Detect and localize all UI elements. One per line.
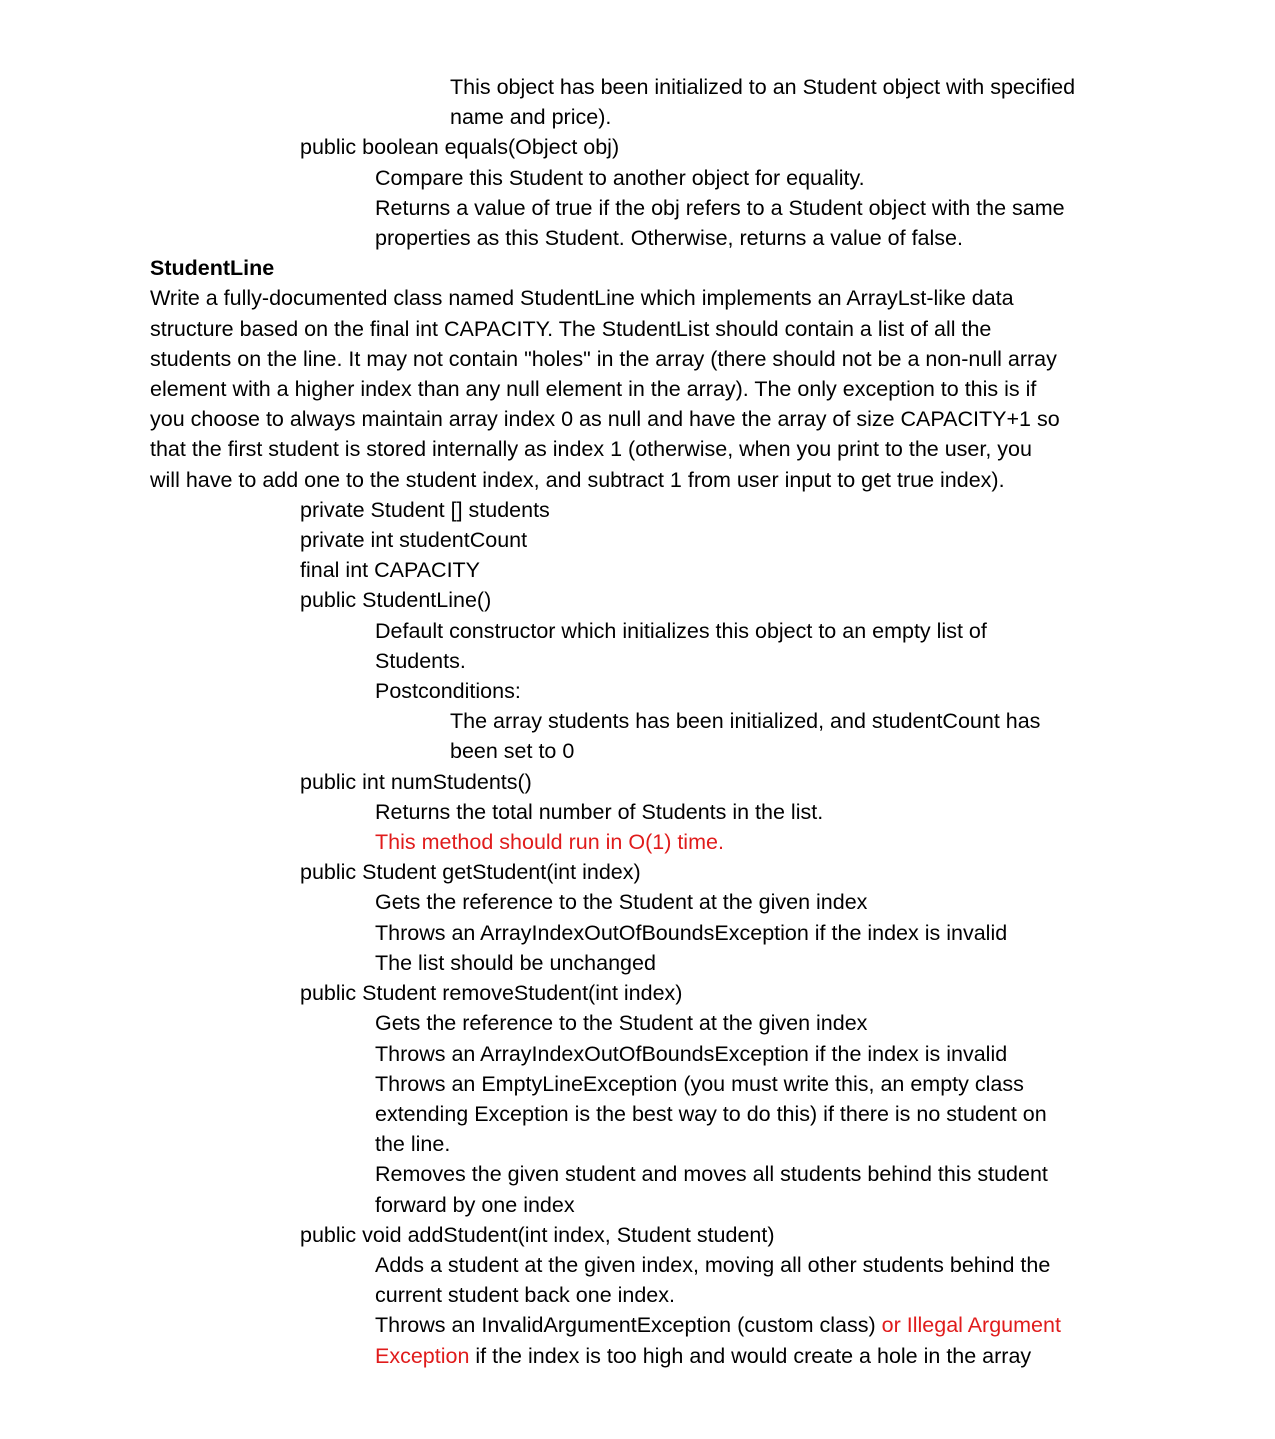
constructor-desc-line: Default constructor which initializes this object to an empty list of bbox=[375, 618, 987, 643]
postcondition-line: The array students has been initialized, and studentCount has bbox=[450, 709, 1041, 734]
constructor-signature: public StudentLine() bbox=[300, 588, 492, 613]
intro-line: element with a higher index than any null element in the array). The only exception to this is if bbox=[150, 377, 1037, 402]
get-student-desc-line: Throws an ArrayIndexOutOfBoundsException if the index is invalid bbox=[375, 920, 1008, 945]
num-students-signature: public int numStudents() bbox=[300, 769, 532, 794]
field-declaration: private int studentCount bbox=[300, 528, 528, 553]
equals-signature: public boolean equals(Object obj) bbox=[300, 135, 620, 160]
remove-student-desc-line: Throws an ArrayIndexOutOfBoundsException if the index is invalid bbox=[375, 1041, 1008, 1066]
intro-line: students on the line. It may not contain "holes" in the array (there should not be a non-null array bbox=[150, 346, 1057, 371]
intro-line: you choose to always maintain array index 0 as null and have the array of size CAPACITY+1 so bbox=[150, 407, 1060, 432]
field-declaration: final int CAPACITY bbox=[300, 558, 481, 583]
remove-student-desc-line: Throws an EmptyLineException (you must write this, an empty class bbox=[375, 1071, 1024, 1096]
remove-student-desc-line: Removes the given student and moves all students behind this student bbox=[375, 1162, 1048, 1187]
field-declaration: private Student [] students bbox=[300, 497, 550, 522]
postcondition-line: This object has been initialized to an Student object with specified bbox=[450, 75, 1076, 99]
postconditions-label: Postconditions: bbox=[375, 679, 521, 704]
equals-desc-line: Returns a value of true if the obj refers to a Student object with the same bbox=[375, 195, 1065, 220]
throws-text: if the index is too high and would create a hole in the array bbox=[469, 1343, 1032, 1368]
add-student-throws-line bbox=[0, 1341, 1275, 1371]
num-students-complexity-note: This method should run in O(1) time. bbox=[375, 830, 724, 855]
add-student-desc-line: current student back one index. bbox=[375, 1283, 675, 1308]
postcondition-line: been set to 0 bbox=[450, 739, 575, 764]
get-student-desc-line: Gets the reference to the Student at the given index bbox=[375, 890, 868, 915]
add-student-desc-line: Adds a student at the given index, moving all other students behind the bbox=[375, 1252, 1051, 1277]
remove-student-signature: public Student removeStudent(int index) bbox=[300, 981, 683, 1006]
remove-student-desc-line: extending Exception is the best way to do this) if there is no student on bbox=[375, 1101, 1047, 1126]
throws-red-text: or Illegal Argument bbox=[881, 1313, 1061, 1338]
postcondition-line: name and price). bbox=[450, 105, 612, 130]
throws-text: Throws an InvalidArgumentException (custom class) bbox=[375, 1313, 882, 1338]
intro-line: Write a fully-documented class named StudentLine which implements an ArrayLst-like data bbox=[150, 286, 1014, 311]
equals-desc-line: properties as this Student. Otherwise, returns a value of false. bbox=[375, 226, 963, 251]
remove-student-desc-line: forward by one index bbox=[375, 1192, 575, 1217]
add-student-signature: public void addStudent(int index, Student student) bbox=[300, 1222, 775, 1247]
remove-student-desc-line: the line. bbox=[375, 1132, 451, 1157]
section-heading: StudentLine bbox=[150, 256, 275, 281]
get-student-signature: public Student getStudent(int index) bbox=[300, 860, 641, 885]
equals-desc-line: Compare this Student to another object for equality. bbox=[375, 165, 865, 190]
get-student-desc-line: The list should be unchanged bbox=[375, 950, 656, 975]
intro-line: structure based on the final int CAPACITY. The StudentList should contain a list of all the bbox=[150, 316, 992, 341]
num-students-desc: Returns the total number of Students in the list. bbox=[375, 799, 824, 824]
remove-student-desc-line: Gets the reference to the Student at the given index bbox=[375, 1011, 868, 1036]
throws-red-text: Exception bbox=[375, 1343, 470, 1368]
intro-line: will have to add one to the student index, and subtract 1 from user input to get true index). bbox=[150, 467, 1005, 492]
document-page bbox=[0, 72, 1275, 1371]
constructor-desc-line: Students. bbox=[375, 648, 466, 673]
add-student-throws-line bbox=[0, 1310, 1275, 1340]
intro-line: that the first student is stored internally as index 1 (otherwise, when you print to the user, you bbox=[150, 437, 1032, 462]
